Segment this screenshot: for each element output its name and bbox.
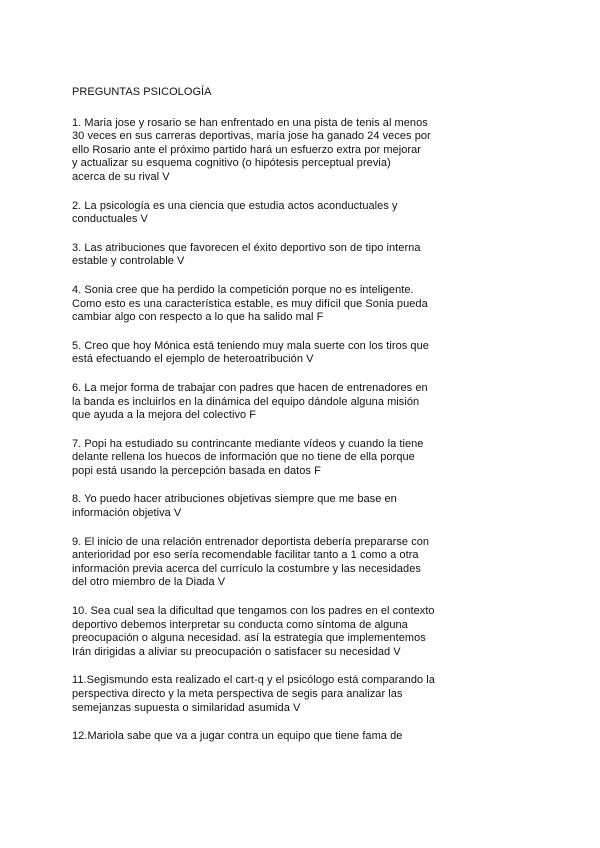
question-line: 11.Segismundo esta realizado el cart-q y el psicólogo está comparando la [72, 674, 435, 687]
question-line: delante rellena los huecos de información que no tiene de ella porque [72, 451, 415, 464]
question-line: 1. Maria jose y rosario se han enfrentado en una pista de tenis al menos [72, 116, 428, 129]
question-5 [72, 340, 442, 367]
question-3 [72, 242, 442, 269]
question-line: conductuales V [72, 213, 148, 226]
question-line: semejanzas supuesta o similaridad asumida V [72, 701, 301, 714]
question-1 [72, 117, 442, 185]
question-line: deportivo debemos interpretar su conducta como síntoma de alguna [72, 618, 408, 631]
question-line: Irán dirigidas a aliviar su preocupación o satisfacer su necesidad V [72, 645, 401, 658]
question-line: Como esto es una característica estable, es muy difícil que Sonia pueda [72, 297, 428, 310]
document-title: PREGUNTAS PSICOLOGÍA [72, 86, 212, 98]
question-line: 3. Las atribuciones que favorecen el éxito deportivo son de tipo interna [72, 241, 421, 254]
question-2 [72, 200, 442, 227]
question-10 [72, 605, 442, 659]
question-line: 30 veces en sus carreras deportivas, maría jose ha ganado 24 veces por [72, 130, 431, 143]
question-line: estable y controlable V [72, 255, 185, 268]
question-6 [72, 382, 442, 423]
question-line: 5. Creo que hoy Mónica está teniendo muy mala suerte con los tiros que [72, 339, 429, 352]
question-line: la banda es incluirlos en la dinámica del equipo dándole alguna misión [72, 395, 420, 408]
document-body [72, 86, 442, 759]
question-line: preocupación o alguna necesidad. así la estrategia que implementemos [72, 632, 426, 645]
question-12 [72, 730, 442, 744]
question-line: 2. La psicología es una ciencia que estudia actos aconductuales y [72, 199, 398, 212]
question-line: anterioridad por eso sería recomendable facilitar tanto a 1 como a otra [72, 549, 419, 562]
question-line: 8. Yo puedo hacer atribuciones objetivas siempre que me base en [72, 493, 397, 506]
question-8 [72, 493, 442, 520]
question-4 [72, 284, 442, 325]
question-line: perspectiva directo y la meta perspectiva de segis para analizar las [72, 688, 403, 700]
question-line: 4. Sonia cree que ha perdido la competición porque no es inteligente. [72, 283, 414, 296]
question-line: 10. Sea cual sea la dificultad que tengamos con los padres en el contexto [72, 605, 435, 618]
question-line: que ayuda a la mejora del colectivo F [72, 409, 257, 422]
question-line: del otro miembro de la Diada V [72, 576, 226, 589]
question-11 [72, 674, 442, 715]
question-line: 7. Popi ha estudiado su contrincante mediante vídeos y cuando la tiene [72, 437, 424, 450]
question-9 [72, 536, 442, 590]
question-line: acerca de su rival V [72, 170, 170, 183]
question-line: y actualizar su esquema cognitivo (o hipótesis perceptual previa) [72, 157, 391, 170]
question-line: popi está usando la percepción basada en datos F [72, 464, 321, 477]
question-7 [72, 438, 442, 479]
question-line: información objetiva V [72, 507, 182, 520]
question-line: 12.Mariola sabe que va a jugar contra un equipo que tiene fama de [72, 730, 403, 743]
question-line: ello Rosario ante el próximo partido hará un esfuerzo extra por mejorar [72, 143, 422, 156]
question-line: está efectuando el ejemplo de heteroatribución V [72, 353, 314, 366]
question-line: información previa acerca del currículo la costumbre y las necesidades [72, 562, 421, 575]
question-line: cambiar algo con respecto a lo que ha salido mal F [72, 311, 324, 324]
question-line: 9. El inicio de una relación entrenador deportista debería prepararse con [72, 535, 430, 548]
question-line: 6. La mejor forma de trabajar con padres que hacen de entrenadores en [72, 381, 428, 394]
